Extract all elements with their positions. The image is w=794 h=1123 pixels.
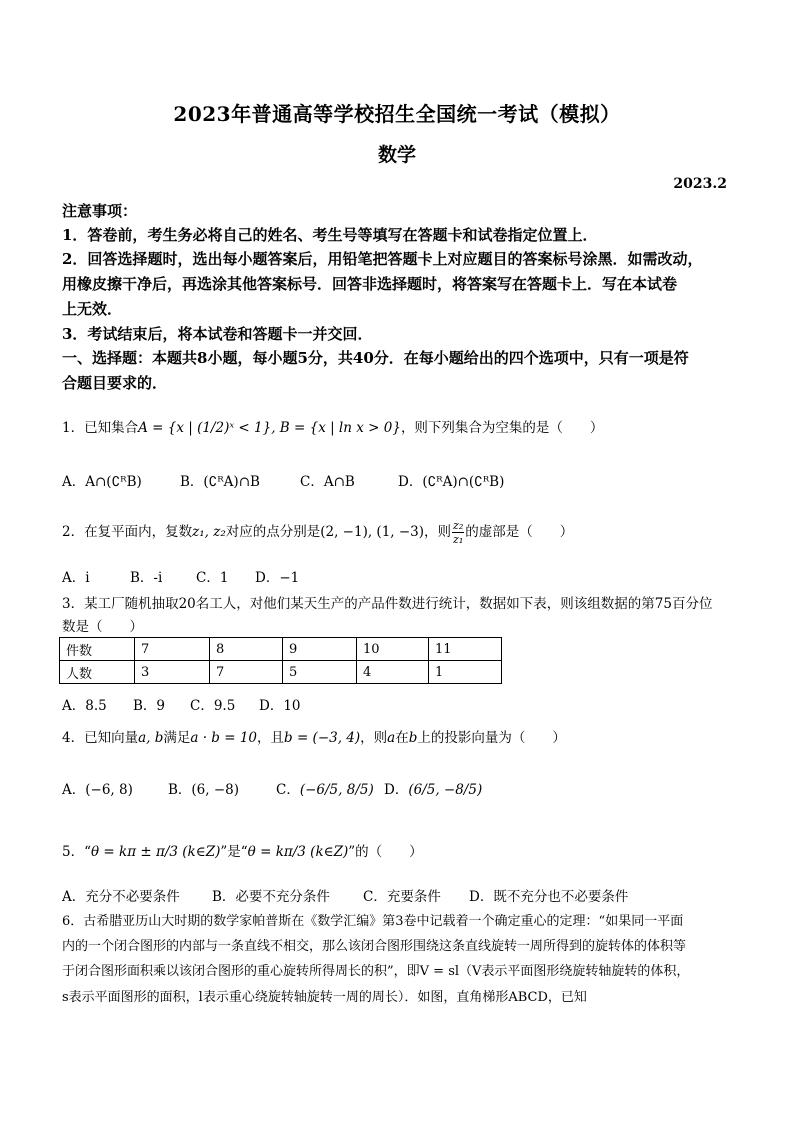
q2-stem-d: 的虚部是（ ） — [465, 524, 574, 540]
q2-stem-b: 对应的点分别是 — [225, 524, 321, 540]
q5-option-a: A．充分不必要条件 — [62, 889, 180, 905]
q6-line-2: 内的一个闭合图形的内部与一条直线不相交，那么该闭合图形围绕这条直线旋转一周所得到的旋转体的体积等 — [62, 939, 687, 954]
q1-set-a: A = {x | (1/2)ˣ < 1} — [138, 420, 272, 436]
table-cell: 4 — [357, 661, 429, 684]
q3-line-2: 数是（ ） — [62, 619, 143, 635]
q5-option-c: C．充要条件 — [363, 889, 441, 905]
table-cell: 件数 — [60, 638, 135, 661]
q6-line-1: 6．古希腊亚历山大时期的数学家帕普斯在《数学汇编》第3卷中记载着一个确定重心的定理：“如果同一平面 — [62, 914, 684, 929]
q4-option-c-value: (−6/5, 8/5) — [299, 782, 374, 798]
exam-date: 2023.2 — [673, 176, 727, 192]
table-row — [60, 638, 502, 661]
question-5-stem — [62, 840, 423, 860]
q6-line-3: 于闭合图形面积乘以该闭合图形的重心旋转所得周长的积”，即V = sl（V表示平面图形绕旋转轴旋转的体积， — [62, 964, 690, 979]
table-cell: 1 — [429, 661, 502, 684]
q4-vecs: a, b — [138, 730, 164, 746]
q2-frac-num: z₂ — [453, 519, 464, 532]
q4-stem-c: ，且 — [257, 730, 285, 746]
q4-option-b: B．(6, −8) — [168, 782, 240, 798]
notice-item-2-line-1: 2．回答选择题时，选出每小题答案后，用铅笔把答题卡上对应题目的答案标号涂黑．如需改动， — [62, 250, 703, 268]
q1-set-b: , B = {x | ln x > 0} — [271, 420, 401, 436]
q4-stem-d: ，则 — [360, 730, 388, 746]
notice-item-1: 1．答卷前，考生务必将自己的姓名、考生号等填写在答题卡和试卷指定位置上． — [62, 226, 598, 244]
table-cell: 5 — [283, 661, 357, 684]
q5-stem-c: ”的（ ） — [348, 844, 423, 860]
notice-item-2-line-3: 上无效． — [62, 300, 123, 318]
q3-option-b: B．9 — [133, 698, 166, 714]
question-1-stem — [62, 416, 603, 436]
q4-cond-2: b = (−3, 4) — [284, 730, 361, 746]
q1-option-c: C．A∩B — [300, 474, 355, 490]
notice-heading: 注意事项： — [62, 202, 138, 220]
subject-title: 数学 — [377, 144, 416, 166]
q4-stem-e: 在 — [395, 730, 409, 746]
q5-cond-1: θ = kπ ± π/3 (k∈Z) — [91, 844, 221, 860]
q2-points: (2, −1), (1, −3) — [320, 524, 425, 540]
q2-stem-c: ，则 — [424, 524, 452, 540]
table-row — [60, 661, 502, 684]
notice-item-3: 3．考试结束后，将本试卷和答题卡一并交回． — [62, 325, 373, 343]
q5-cond-2: θ = kπ/3 (k∈Z) — [247, 844, 349, 860]
q5-option-b: B．必要不充分条件 — [212, 889, 330, 905]
table-cell: 人数 — [60, 661, 135, 684]
q5-stem-a: 5．“ — [62, 844, 91, 860]
q4-stem-b: 满足 — [163, 730, 191, 746]
q3-data-table — [59, 637, 502, 684]
table-cell: 9 — [283, 638, 357, 661]
q2-option-c: C．1 — [196, 570, 229, 586]
q6-line-4: s表示平面图形的面积，l表示重心绕旋转轴旋转一周的周长）．如图，直角梯形ABCD，已知 — [62, 990, 587, 1005]
table-cell: 7 — [135, 638, 210, 661]
q4-cond-1: a · b = 10 — [190, 730, 258, 746]
table-cell: 8 — [210, 638, 283, 661]
exam-title: 2023年普通高等学校招生全国统一考试（模拟） — [173, 102, 621, 126]
q1-option-b: B．(∁ᴿA)∩B — [180, 474, 260, 490]
q4-option-c-label: C． — [276, 782, 300, 798]
q1-stem-a: 1．已知集合 — [62, 420, 139, 436]
table-cell: 7 — [210, 661, 283, 684]
q2-option-a: A．i — [62, 570, 90, 586]
question-4-stem — [62, 726, 566, 746]
q2-option-d: D．−1 — [255, 570, 300, 586]
q4-option-d-label: D． — [384, 782, 409, 798]
table-cell: 11 — [429, 638, 502, 661]
q3-option-d: D．10 — [259, 698, 301, 714]
table-cell: 10 — [357, 638, 429, 661]
q4-option-d — [384, 778, 482, 798]
q3-option-c: C．9.5 — [190, 698, 236, 714]
q4-vec-b: b — [408, 730, 418, 746]
q2-frac-den: z₁ — [453, 533, 464, 546]
q4-stem-a: 4．已知向量 — [62, 730, 139, 746]
section-1-line-1: 一、选择题：本题共8小题，每小题5分，共40分．在每小题给出的四个选项中，只有一项是符 — [62, 349, 689, 367]
q2-option-b: B．-i — [130, 570, 163, 586]
q4-option-c — [276, 778, 374, 798]
q1-stem-b: ，则下列集合为空集的是（ ） — [400, 420, 604, 436]
question-2-stem — [62, 519, 573, 546]
table-cell: 3 — [135, 661, 210, 684]
q4-option-a: A．(−6, 8) — [62, 782, 133, 798]
section-1-line-2: 合题目要求的． — [62, 374, 168, 392]
q3-option-a: A．8.5 — [62, 698, 107, 714]
q3-line-1: 3．某工厂随机抽取20名工人，对他们某天生产的产品件数进行统计，数据如下表，则该组数据的第75百分位 — [62, 596, 713, 612]
q5-stem-b: ”是“ — [220, 844, 248, 860]
notice-item-2-line-2: 用橡皮擦干净后，再选涂其他答案标号．回答非选择题时，将答案写在答题卡上．写在本试卷 — [62, 275, 678, 293]
q1-option-d: D．(∁ᴿA)∩(∁ᴿB) — [398, 474, 505, 490]
q4-vec-a: a — [387, 730, 396, 746]
q4-stem-f: 上的投影向量为（ ） — [417, 730, 566, 746]
q2-vars: z₁, z₂ — [192, 524, 226, 540]
q4-option-d-value: (6/5, −8/5) — [408, 782, 483, 798]
q2-stem-a: 2．在复平面内，复数 — [62, 524, 193, 540]
q1-option-a: A．A∩(∁ᴿB) — [62, 474, 142, 490]
q5-option-d: D．既不充分也不必要条件 — [469, 889, 629, 905]
q2-fraction — [452, 519, 464, 546]
